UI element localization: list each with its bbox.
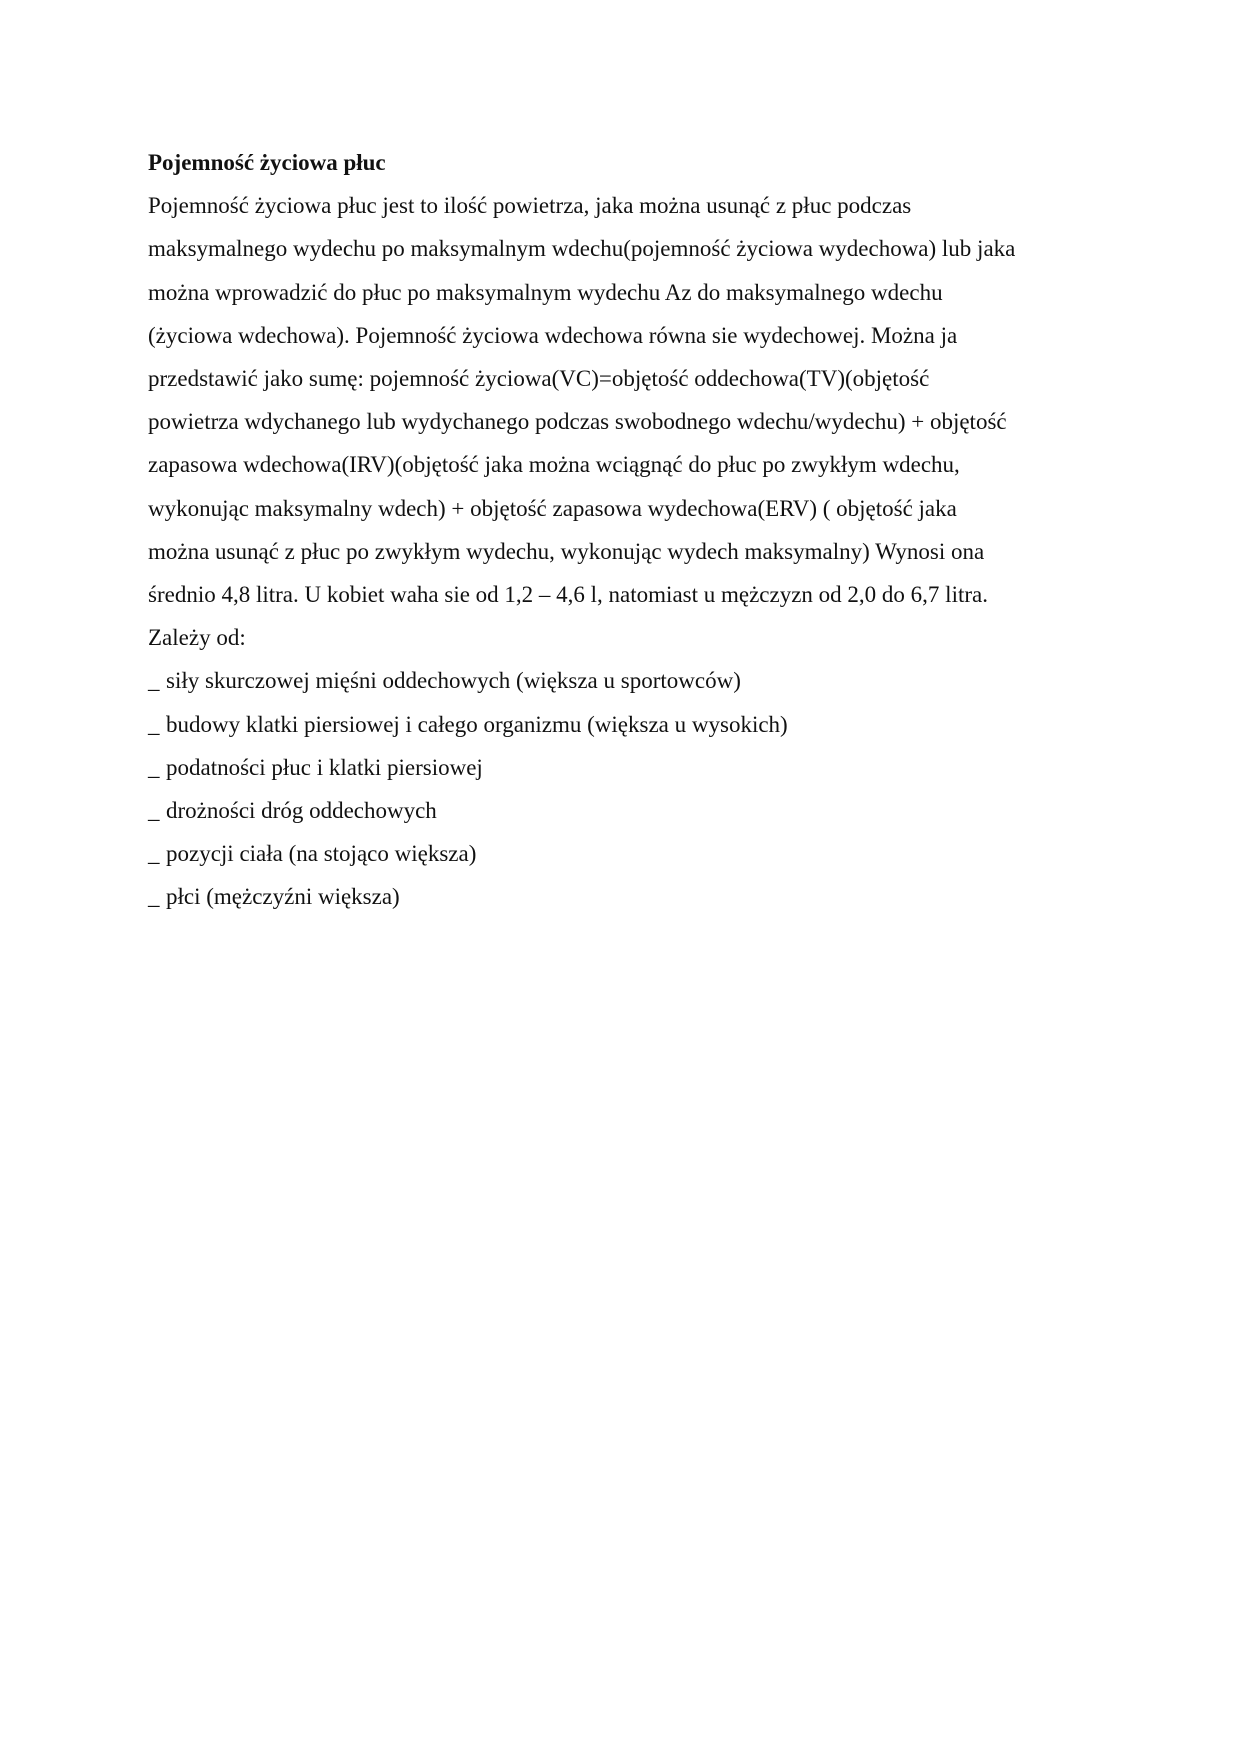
factor-list <box>148 659 1098 918</box>
bullet-marker: _ <box>148 668 160 694</box>
list-item <box>148 746 1098 789</box>
paragraph-line: maksymalnego wydechu po maksymalnym wdechu(pojemność życiowa wydechowa) lub jaka <box>148 236 1016 262</box>
paragraph-line: Zależy od: <box>148 625 246 651</box>
bullet-marker: _ <box>148 798 160 824</box>
paragraph <box>148 184 1098 659</box>
list-item <box>148 832 1098 875</box>
factor-text: budowy klatki piersiowej i całego organizmu (większa u wysokich) <box>166 711 788 737</box>
paragraph-line: powietrza wdychanego lub wydychanego podczas swobodnego wdechu/wydechu) + objętość <box>148 409 1007 435</box>
factor-text: pozycji ciała (na stojąco większa) <box>166 841 477 867</box>
list-item <box>148 659 1098 702</box>
factor-text: płci (mężczyźni większa) <box>166 884 400 910</box>
bullet-marker: _ <box>148 884 160 910</box>
paragraph-line: można wprowadzić do płuc po maksymalnym wydechu Az do maksymalnego wdechu <box>148 279 943 305</box>
paragraph-line: średnio 4,8 litra. U kobiet waha sie od 1,2 – 4,6 l, natomiast u mężczyzn od 2,0 do 6,7 litra. <box>148 582 988 608</box>
list-item <box>148 703 1098 746</box>
factor-text: podatności płuc i klatki piersiowej <box>166 754 483 780</box>
bullet-marker: _ <box>148 711 160 737</box>
document-body <box>148 141 1098 919</box>
bullet-marker: _ <box>148 754 160 780</box>
paragraph-line: można usunąć z płuc po zwykłym wydechu, wykonując wydech maksymalny) Wynosi ona <box>148 538 985 564</box>
list-item <box>148 789 1098 832</box>
document-title: Pojemność życiowa płuc <box>148 150 386 175</box>
bullet-marker: _ <box>148 841 160 867</box>
paragraph-line: wykonując maksymalny wdech) + objętość zapasowa wydechowa(ERV) ( objętość jaka <box>148 495 957 521</box>
list-item <box>148 875 1098 918</box>
factor-text: siły skurczowej mięśni oddechowych (większa u sportowców) <box>166 668 741 694</box>
factor-text: drożności dróg oddechowych <box>166 798 437 824</box>
paragraph-line: przedstawić jako sumę: pojemność życiowa(VC)=objętość oddechowa(TV)(objętość <box>148 366 930 392</box>
paragraph-line: Pojemność życiowa płuc jest to ilość powietrza, jaka można usunąć z płuc podczas <box>148 193 912 219</box>
paragraph-line: zapasowa wdechowa(IRV)(objętość jaka można wciągnąć do płuc po zwykłym wdechu, <box>148 452 960 478</box>
paragraph-line: (życiowa wdechowa). Pojemność życiowa wdechowa równa sie wydechowej. Można ja <box>148 322 958 348</box>
